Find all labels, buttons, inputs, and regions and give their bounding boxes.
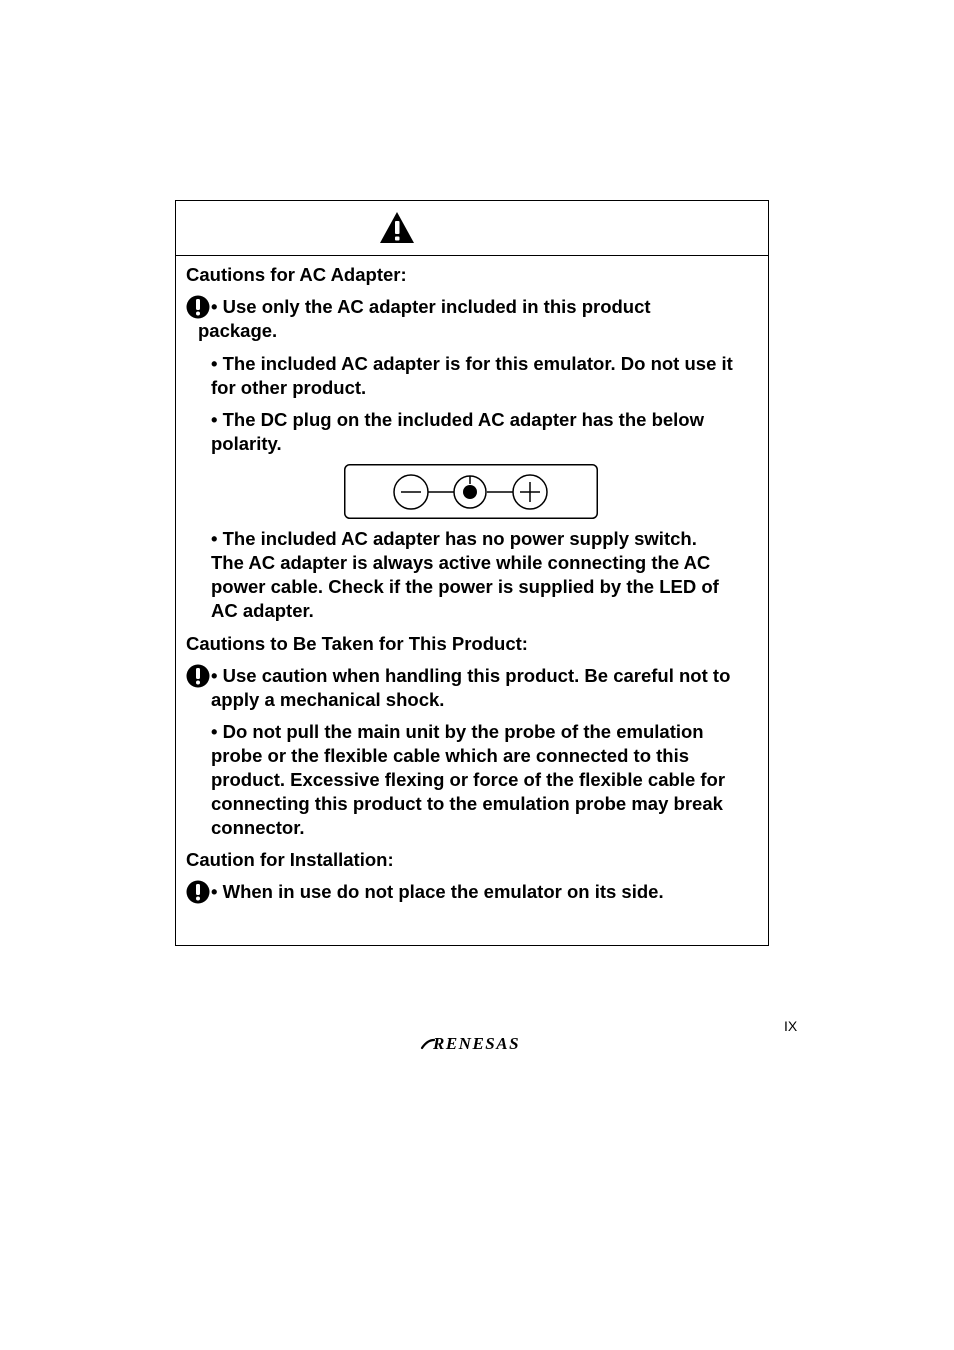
ac-item-1-line-2: package. xyxy=(198,320,278,341)
product-item-2-line-1: • Do not pull the main unit by the probe of the emulation xyxy=(211,721,704,742)
section-heading-ac-adapter: Cautions for AC Adapter: xyxy=(186,264,407,285)
warning-triangle-icon xyxy=(379,211,415,245)
product-item-2-line-5: connector. xyxy=(211,817,305,838)
exclamation-circle-icon xyxy=(186,295,210,319)
renesas-logo-text: RENESAS xyxy=(433,1034,521,1053)
ac-item-3-line-1: • The DC plug on the included AC adapter has the below xyxy=(211,409,704,430)
installation-item-1-line-1: • When in use do not place the emulator on its side. xyxy=(211,881,664,902)
page-number: IX xyxy=(784,1018,798,1034)
ac-item-4-line-2: The AC adapter is always active while connecting the AC xyxy=(211,552,711,573)
section-heading-product: Cautions to Be Taken for This Product: xyxy=(186,633,528,654)
product-item-2-line-4: connecting this product to the emulation probe may break xyxy=(211,793,723,814)
product-item-1-line-2: apply a mechanical shock. xyxy=(211,689,445,710)
section-heading-installation: Caution for Installation: xyxy=(186,849,394,870)
ac-item-4-line-1: • The included AC adapter has no power supply switch. xyxy=(211,528,697,549)
ac-item-1-line-1: • Use only the AC adapter included in this product xyxy=(211,296,651,317)
ac-item-4-line-3: power cable. Check if the power is supplied by the LED of xyxy=(211,576,719,597)
ac-item-3-line-2: polarity. xyxy=(211,433,282,454)
exclamation-circle-icon xyxy=(186,664,210,688)
product-item-2-line-3: product. Excessive flexing or force of the flexible cable for xyxy=(211,769,726,790)
dc-plug-polarity-icon xyxy=(344,464,598,519)
caution-header xyxy=(176,201,768,256)
ac-item-2-line-2: for other product. xyxy=(211,377,367,398)
ac-item-2-line-1: • The included AC adapter is for this emulator. Do not use it xyxy=(211,353,733,374)
product-item-1-line-1: • Use caution when handling this product. Be careful not to xyxy=(211,665,731,686)
product-item-2-line-2: probe or the flexible cable which are connected to this xyxy=(211,745,690,766)
exclamation-circle-icon xyxy=(186,880,210,904)
ac-item-4-line-4: AC adapter. xyxy=(211,600,314,621)
